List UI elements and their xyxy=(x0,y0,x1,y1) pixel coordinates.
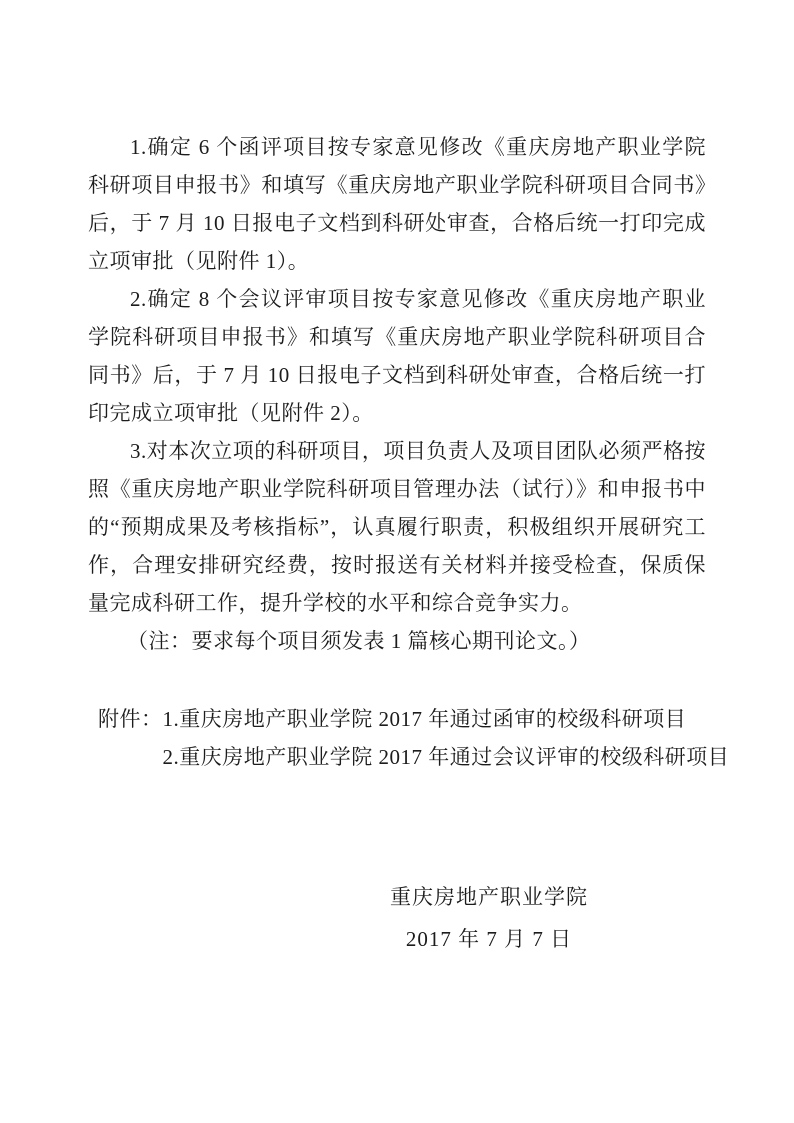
attachments-label: 附件： xyxy=(98,707,163,731)
document-body xyxy=(88,128,730,960)
note-line: （注：要求每个项目须发表 1 篇核心期刊论文。） xyxy=(127,629,591,653)
signature-block xyxy=(358,876,620,960)
attachment-item-1: 1.重庆房地产职业学院 2017 年通过函审的校级科研项目 xyxy=(162,707,687,731)
signature-org: 重庆房地产职业学院 xyxy=(390,885,588,909)
paragraph-1: 1.确定 6 个函评项目按专家意见修改《重庆房地产职业学院科研项目申报书》和填写《重庆房地产职业学院科研项目合同书》后，于 7 月 10 日报电子文档到科研处审查，合格后统一打印完成立项审批（见附件 1）。 xyxy=(88,135,706,273)
attachment-item-2: 2.重庆房地产职业学院 2017 年通过会议评审的校级科研项目 xyxy=(162,745,730,769)
signature-date: 2017 年 7 月 7 日 xyxy=(405,927,573,951)
paragraph-2: 2.确定 8 个会议评审项目按专家意见修改《重庆房地产职业学院科研项目申报书》和填写《重庆房地产职业学院科研项目合同书》后，于 7 月 10 日报电子文档到科研处审查，合格后统一打印完成立项审批（见附件 2）。 xyxy=(88,287,706,425)
attachments-block xyxy=(88,700,730,776)
paragraph-3: 3.对本次立项的科研项目，项目负责人及项目团队必须严格按照《重庆房地产职业学院科研项目管理办法（试行）》和申报书中的“预期成果及考核指标”，认真履行职责，积极组织开展研究工作，合理安排研究经费，按时报送有关材料并接受检查，保质保量完成科研工作，提升学校的水平和综合竞争实力。 xyxy=(88,439,706,615)
attachments-list xyxy=(163,700,730,776)
